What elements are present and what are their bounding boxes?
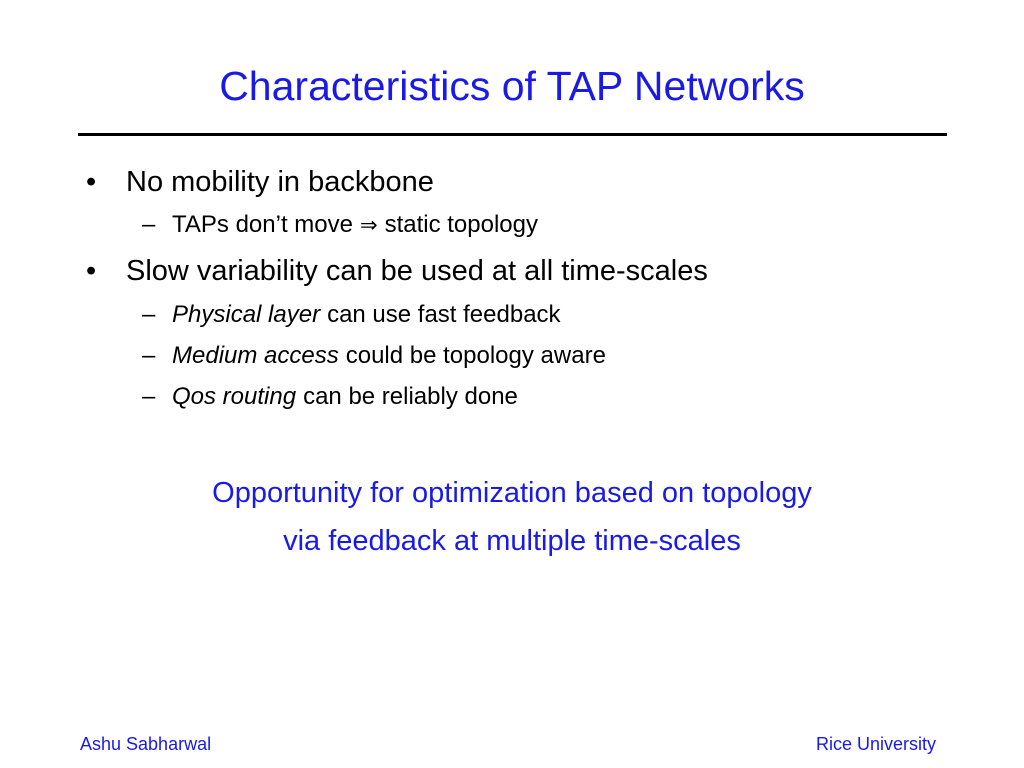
- sub-bullet-marker: –: [142, 301, 156, 328]
- conclusion-line: via feedback at multiple time-scales: [283, 525, 741, 557]
- footer-author: Ashu Sabharwal: [80, 734, 212, 754]
- title-divider: [78, 133, 947, 136]
- sub-bullet-marker: –: [142, 342, 156, 369]
- bullet-text: No mobility in backbone: [126, 166, 434, 198]
- sub-bullet-emphasis: Qos routing: [172, 383, 297, 410]
- sub-bullet-text: could be topology aware: [345, 342, 606, 369]
- slide-title: Characteristics of TAP Networks: [219, 63, 805, 109]
- sub-bullet-emphasis: Medium access: [172, 342, 339, 369]
- sub-bullet-text: static topology: [384, 211, 538, 238]
- implies-arrow-icon: ⇒: [359, 213, 378, 237]
- sub-bullet-emphasis: Physical layer: [172, 301, 321, 328]
- sub-bullet-item: [142, 211, 538, 239]
- bullet-item: [86, 165, 434, 199]
- bullet-marker: •: [86, 166, 97, 198]
- sub-bullet-text: TAPs don’t move: [172, 211, 353, 238]
- sub-bullet-marker: –: [142, 383, 156, 410]
- sub-bullet-text: can use fast feedback: [327, 301, 561, 328]
- sub-bullet-item: [142, 301, 561, 329]
- bullet-item: [86, 254, 708, 288]
- sub-bullet-text: can be reliably done: [303, 383, 518, 410]
- bullet-marker: •: [86, 255, 97, 287]
- conclusion-line: Opportunity for optimization based on topology: [212, 477, 812, 509]
- sub-bullet-item: [142, 342, 606, 370]
- bullet-text: Slow variability can be used at all time-scales: [126, 255, 708, 287]
- footer-institution: Rice University: [815, 734, 936, 754]
- sub-bullet-item: [142, 383, 518, 411]
- sub-bullet-marker: –: [142, 211, 156, 238]
